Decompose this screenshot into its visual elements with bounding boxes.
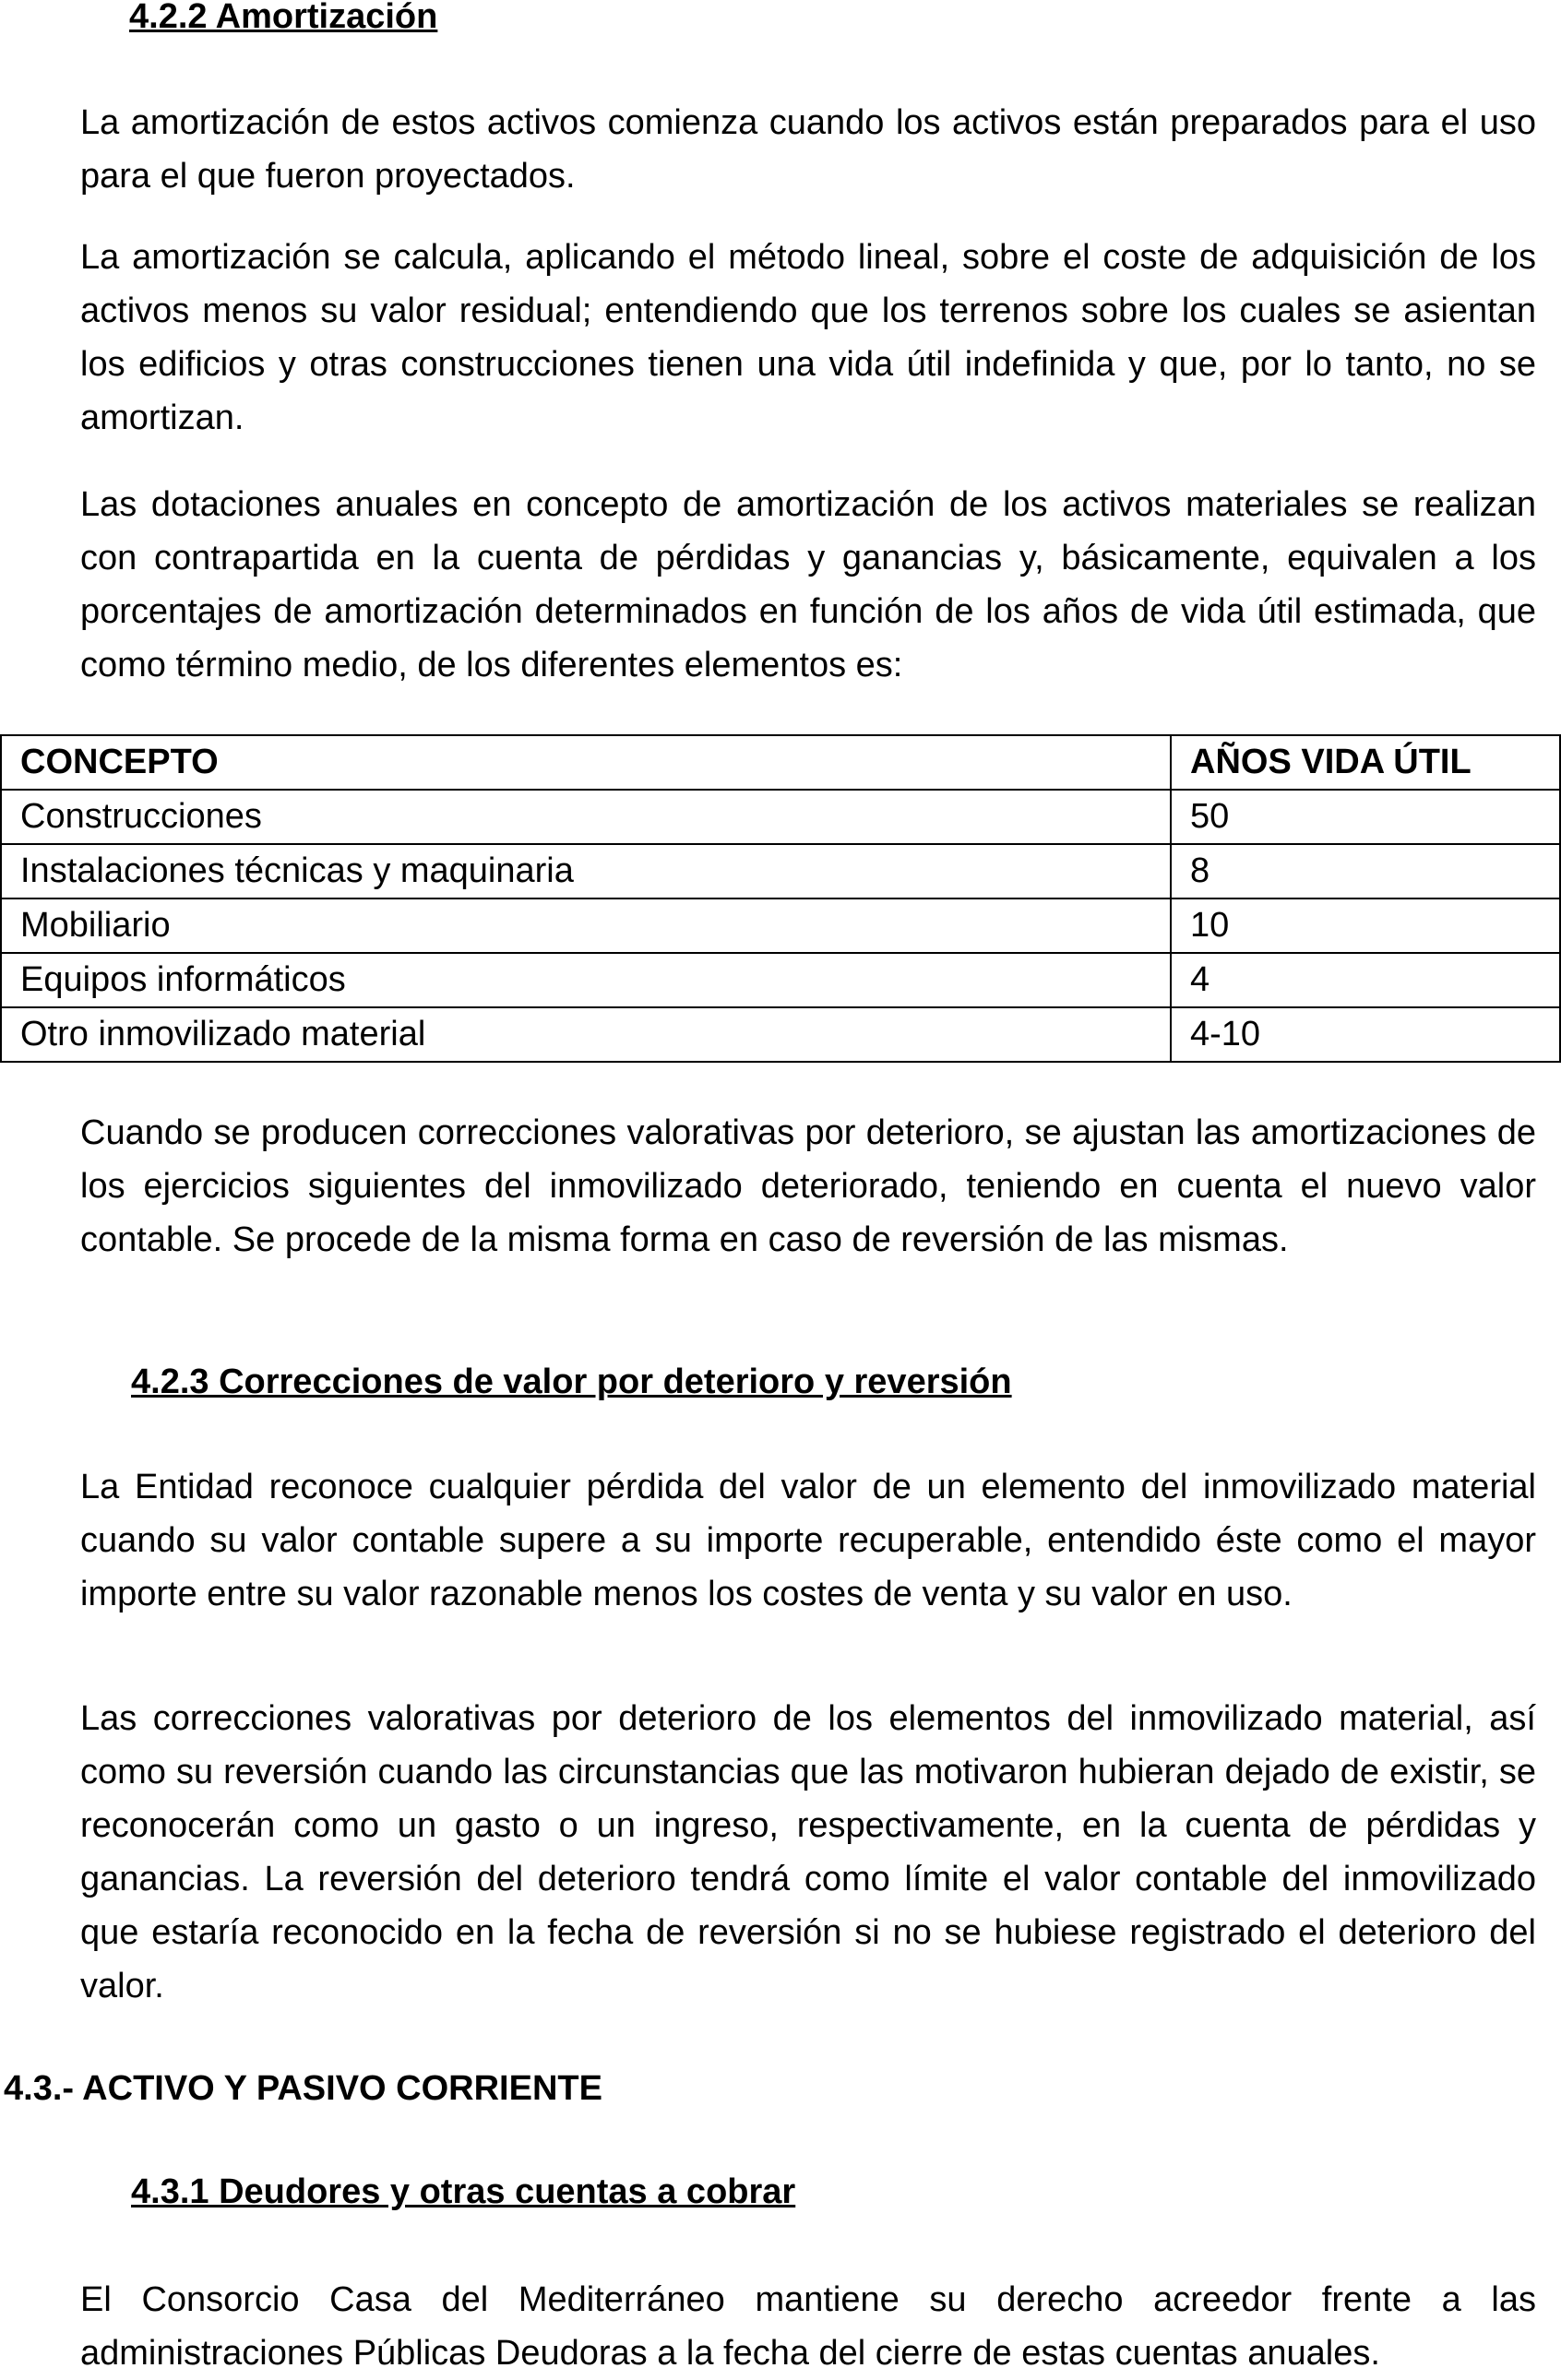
- cell-anos: 4: [1171, 953, 1560, 1007]
- table-row: [1, 844, 1560, 898]
- table-row: [1, 953, 1560, 1007]
- table-row: [1, 790, 1560, 844]
- table-header-row: [1, 735, 1560, 790]
- cell-anos: 50: [1171, 790, 1560, 844]
- cell-concepto: Equipos informáticos: [1, 953, 1171, 1007]
- paragraph-consorcio: El Consorcio Casa del Mediterráneo mantiene su derecho acreedor frente a las administraciones Públicas Deudoras a la fecha del cierre de estas cuentas anuales.: [80, 2280, 1536, 2373]
- heading-4-3-1: 4.3.1 Deudores y otras cuentas a cobrar: [131, 2172, 796, 2211]
- cell-concepto: Construcciones: [1, 790, 1171, 844]
- paragraph-correcciones-valorativas: Las correcciones valorativas por deterioro de los elementos del inmovilizado material, así como su reversión cuando las circunstancias que las motivaron hubieran dejado de existir, se reconocerán como un gasto o un ingreso, respectivamente, en la cuenta de pérdidas y ganancias. La reversión del deterioro tendrá como límite el valor contable del inmovilizado que estaría reconocido en la fecha de reversión si no se hubiese registrado el deterioro del valor.: [80, 1699, 1536, 2005]
- cell-concepto: Instalaciones técnicas y maquinaria: [1, 844, 1171, 898]
- header-concepto: CONCEPTO: [1, 735, 1171, 790]
- heading-4-3: 4.3.- ACTIVO Y PASIVO CORRIENTE: [4, 2069, 602, 2108]
- cell-concepto: Mobiliario: [1, 898, 1171, 953]
- table-row: [1, 898, 1560, 953]
- paragraph-dotaciones-anuales: Las dotaciones anuales en concepto de amortización de los activos materiales se realizan con contrapartida en la cuenta de pérdidas y ganancias y, básicamente, equivalen a los porcentajes de amortización determinados en función de los años de vida útil estimada, que como término medio, de los diferentes elementos es:: [80, 485, 1536, 684]
- cell-anos: 10: [1171, 898, 1560, 953]
- paragraph-perdida-valor: La Entidad reconoce cualquier pérdida del valor de un elemento del inmovilizado material cuando su valor contable supere a su importe recuperable, entendido éste como el mayor importe entre su valor razonable menos los costes de venta y su valor en uso.: [80, 1468, 1536, 1613]
- paragraph-metodo-lineal: La amortización se calcula, aplicando el método lineal, sobre el coste de adquisición de los activos menos su valor residual; entendiendo que los terrenos sobre los cuales se asientan los edificios y otras construcciones tienen una vida útil indefinida y que, por lo tanto, no se amortizan.: [80, 238, 1536, 437]
- useful-life-table: [0, 734, 1561, 1063]
- header-anos-vida-util: AÑOS VIDA ÚTIL: [1171, 735, 1560, 790]
- cell-anos: 4-10: [1171, 1007, 1560, 1062]
- paragraph-amortizacion-inicio: La amortización de estos activos comienza cuando los activos están preparados para el uso para el que fueron proyectados.: [80, 103, 1536, 196]
- heading-4-2-2: 4.2.2 Amortización: [129, 0, 438, 36]
- heading-4-2-3: 4.2.3 Correcciones de valor por deterioro y reversión: [131, 1363, 1012, 1401]
- cell-concepto: Otro inmovilizado material: [1, 1007, 1171, 1062]
- table-row: [1, 1007, 1560, 1062]
- cell-anos: 8: [1171, 844, 1560, 898]
- paragraph-correcciones-amortizacion: Cuando se producen correcciones valorativas por deterioro, se ajustan las amortizaciones de los ejercicios siguientes del inmovilizado deteriorado, teniendo en cuenta el nuevo valor contable. Se procede de la misma forma en caso de reversión de las mismas.: [80, 1113, 1536, 1259]
